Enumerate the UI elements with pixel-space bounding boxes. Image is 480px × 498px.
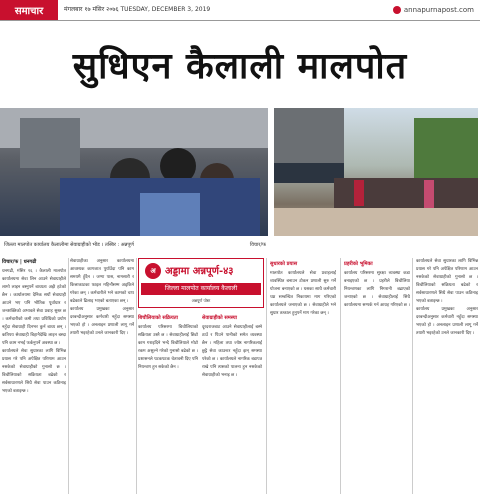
article-column-3 — [138, 312, 198, 496]
article-column-4 — [202, 312, 262, 496]
article-column-6 — [344, 258, 410, 496]
column-5-text: मालपोत कार्यालयले सेवा प्रवाहलाई व्यवस्थित बनाउन टोकन प्रणाली सुरु गर्ने योजना बनाएको छ । यसका साथै कर्मचारी थप्न सम्बन्धित निकायमा माग गरिएको कार्यालयले जनाएको छ । सेवाग्राहीले भने सुधार तत्काल हुनुपर्ने माग गरेका छन् । — [270, 271, 336, 316]
column-divider — [340, 258, 341, 494]
photo-crowd-office — [0, 108, 268, 236]
photo-credit: विचार/फ — [249, 242, 266, 248]
subhead-1: बिचौलियाको सक्रियता — [138, 315, 178, 321]
ad-footer: अन्नपूर्ण पोस्ट — [191, 298, 211, 303]
subhead-4: प्रहरीको भूमिका — [344, 261, 373, 267]
column-2-text: सेवाग्राहीका अनुसार कार्यालयमा आवश्यक कागजात पुर्याउँदा पनि काम समयमै हुँदैन । जग्गा पास, नामसारी र कित्ताकाटका फाइल महिनौंसम्म अड्किने गरेका छन् । कर्मचारीले भने कामको चाप बढेकाले ढिलाइ भएको बताएका छन् । — [70, 259, 134, 304]
article-column-2 — [70, 258, 134, 496]
subhead-2: सेवाग्राहीको समस्या — [202, 315, 237, 321]
header-rule — [0, 20, 480, 21]
column-divider — [136, 258, 137, 494]
ad-subtitle: जिल्ला मालपोत कार्यालय कैलाली — [141, 283, 261, 295]
column-7-text-b: कार्यालय प्रमुखका अनुसार दरबन्दीअनुसार कर्मचारी नहुँदा समस्या भएको हो । अनलाइन प्रणाली लागू गर्ने तयारी भइरहेको उनले जानकारी दिए । — [416, 307, 478, 336]
ad-badge: अ — [145, 263, 161, 279]
brand-logo-icon — [393, 6, 401, 14]
ad-box[interactable] — [138, 258, 264, 308]
brand[interactable] — [393, 0, 474, 20]
page-headline: सुधिएन कैलाली मालपोत — [72, 45, 408, 87]
dateline: मंगलबार १७ मंसिर २०७६ TUESDAY, DECEMBER 3, 2019 — [64, 6, 211, 13]
article-column-1 — [2, 258, 66, 496]
column-divider — [266, 258, 267, 494]
byline: विचार/फ | धनगढी — [2, 259, 37, 265]
column-2-text-b: कार्यालय प्रमुखका अनुसार दरबन्दीअनुसार कर्मचारी नहुँदा समस्या भएको हो । अनलाइन प्रणाली लागू गर्ने तयारी भइरहेको उनले जानकारी दिए । — [70, 307, 134, 336]
column-1-text: धनगढी, मंसिर १६ । कैलाली मालपोत कार्यालयमा सेवा लिन आउने सेवाग्राहीले लामो लाइन बस्नुपर्ने बाध्यता अझै हटेको छैन । कार्यालयमा दैनिक सयौं सेवाग्राही आउने भए पनि भौतिक पूर्वाधार र जनशक्तिको अभावले सेवा प्रवाह सुस्त छ । कर्मचारीको कमी तथा प्रविधिको प्रयोग नहुँदा सेवाग्राही दिनभर कुर्न बाध्य छन् । कतिपय सेवाग्राही बिहानैदेखि लाइन बस्दा पनि काम नभई फर्कनुपर्ने अवस्था छ । — [2, 269, 66, 346]
section-tag: समाचार — [0, 0, 58, 20]
brand-url: annapurnapost.com — [403, 6, 474, 14]
top-bar — [0, 0, 480, 20]
column-1-text-b: कार्यालयले सेवा सुधारका लागि विभिन्न प्रयास गरे पनि अपेक्षित परिणाम आउन नसकेको सेवाग्राहीको गुनासो छ । बिचौलियाको सक्रियता बढेको र सर्वसाधारणले सिधै सेवा पाउन कठिनाइ भएको बताइन्छ । — [2, 349, 66, 394]
column-divider — [412, 258, 413, 494]
article-column-5 — [270, 258, 336, 496]
photo-caption: जिल्ला मालपोत कार्यालय कैलालीमा सेवाग्राहीको भीड । तस्बिर : अन्नपूर्ण — [4, 242, 134, 248]
column-6-text: कार्यालय परिसरमा सुरक्षा व्यवस्था कडा बनाइएको छ । प्रहरीले बिचौलिया नियन्त्रणका लागि निगरानी बढाएको जनाएको छ । सेवाग्राहीलाई सिधै कार्यालयमा सम्पर्क गर्न आग्रह गरिएको छ । — [344, 271, 410, 308]
column-3-text: कार्यालय परिसरमा बिचौलियाको सक्रियता उस्तै छ । सेवाग्राहीलाई छिटो काम गराइदिने भन्दै बिचौलियाले मोटो रकम असुल्ने गरेको गुनासो बढेको छ । प्रशासनले पटकपटक चेतावनी दिए पनि नियन्त्रण हुन सकेको छैन । — [138, 325, 198, 370]
subhead-3: सुधारको प्रयास — [270, 261, 298, 267]
column-4-text: दूरदराजबाट आउने सेवाग्राहीलाई बस्ने ठाउँ र पिउने पानीको समेत व्यवस्था छैन । महिला तथा ज्येष्ठ नागरिकलाई छुट्टै सेवा काउन्टर नहुँदा झन् समस्या परेको छ । कार्यालयले नागरिक बडापत्र राखे पनि त्यसको पालना हुन नसकेको सेवाग्राहीको भनाइ छ । — [202, 325, 262, 378]
column-7-text: कार्यालयले सेवा सुधारका लागि विभिन्न प्रयास गरे पनि अपेक्षित परिणाम आउन नसकेको सेवाग्राहीको गुनासो छ । बिचौलियाको सक्रियता बढेको र सर्वसाधारणले सिधै सेवा पाउन कठिनाइ भएको बताइन्छ । — [416, 259, 478, 304]
article-column-7 — [416, 258, 478, 496]
photo-queue-building — [274, 108, 478, 236]
ad-title: अड्डामा अन्नपूर्ण-४३ — [165, 266, 234, 277]
column-divider — [68, 258, 69, 494]
